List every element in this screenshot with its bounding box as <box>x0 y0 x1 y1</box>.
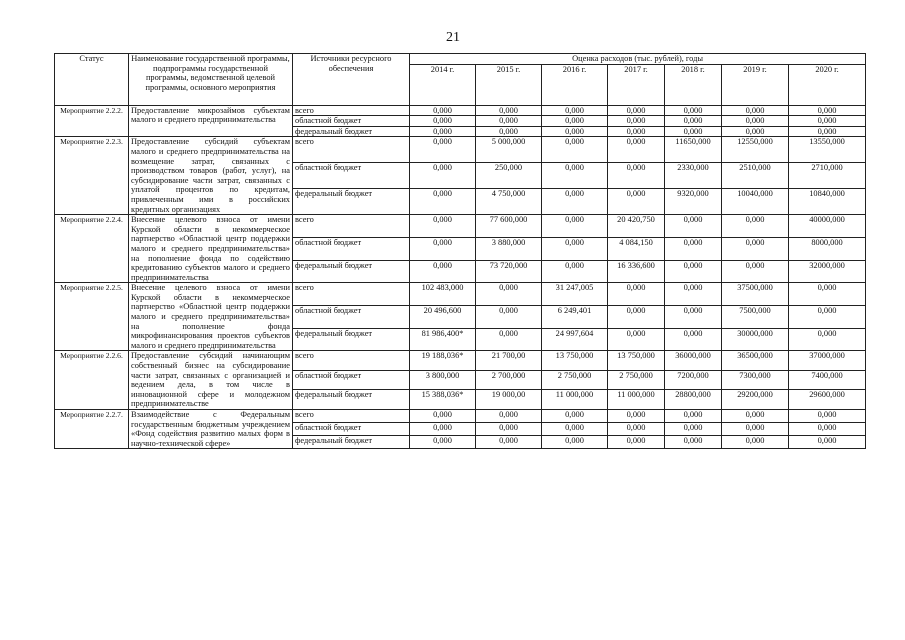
amount-cell: 0,000 <box>542 116 608 127</box>
amount-cell: 2510,000 <box>722 163 789 189</box>
amount-cell: 0,000 <box>542 189 608 215</box>
amount-cell: 0,000 <box>608 283 665 306</box>
page-number: 21 <box>446 30 460 45</box>
amount-cell: 0,000 <box>608 116 665 127</box>
amount-cell: 0,000 <box>410 137 476 163</box>
year-header: 2017 г. <box>608 64 665 105</box>
funding-source: областной бюджет <box>293 423 410 436</box>
amount-cell: 0,000 <box>665 436 722 449</box>
amount-cell: 8000,000 <box>789 237 866 260</box>
amount-cell: 0,000 <box>665 105 722 116</box>
amount-cell: 4 084,150 <box>608 237 665 260</box>
amount-cell: 0,000 <box>665 423 722 436</box>
amount-cell: 4 750,000 <box>476 189 542 215</box>
measure-name: Предоставление субсидий субъектам малого и среднего предпринимательства на возмещение затрат, связанных с производством товаров (работ, услуг), на субсидирование части затрат, связанных с уплатой процентов по кредитам, привлеченным ими в российских кредитных организациях <box>129 137 293 215</box>
amount-cell: 6 249,401 <box>542 306 608 329</box>
amount-cell: 10040,000 <box>722 189 789 215</box>
year-header: 2016 г. <box>542 64 608 105</box>
amount-cell: 0,000 <box>542 126 608 137</box>
measure-status: Мероприятие 2.2.6. <box>55 351 129 410</box>
amount-cell: 0,000 <box>665 237 722 260</box>
amount-cell: 0,000 <box>722 215 789 238</box>
amount-cell: 20 420,750 <box>608 215 665 238</box>
amount-cell: 2 750,000 <box>542 370 608 390</box>
amount-cell: 0,000 <box>410 436 476 449</box>
amount-cell: 0,000 <box>410 410 476 423</box>
measure-name: Внесение целевого взноса от имени Курской области в некоммерческое партнерство «Областной центр поддержки малого и среднего предпринимательства» на пополнение фонда микрофинансирования проектов субъектов малого и среднего предпринимательства <box>129 283 293 351</box>
amount-cell: 0,000 <box>410 163 476 189</box>
funding-source: всего <box>293 410 410 423</box>
amount-cell: 0,000 <box>665 116 722 127</box>
amount-cell: 0,000 <box>665 283 722 306</box>
amount-cell: 0,000 <box>608 410 665 423</box>
measure-name: Предоставление микрозаймов субъектам малого и среднего предпринимательства <box>129 105 293 137</box>
amount-cell: 0,000 <box>410 189 476 215</box>
funding-source: областной бюджет <box>293 370 410 390</box>
amount-cell: 0,000 <box>608 436 665 449</box>
amount-cell: 24 997,604 <box>542 328 608 351</box>
amount-cell: 28800,000 <box>665 390 722 410</box>
amount-cell: 0,000 <box>789 105 866 116</box>
table-row <box>55 105 866 116</box>
year-header: 2015 г. <box>476 64 542 105</box>
amount-cell: 0,000 <box>608 423 665 436</box>
amount-cell: 7300,000 <box>722 370 789 390</box>
amount-cell: 37500,000 <box>722 283 789 306</box>
amount-cell: 0,000 <box>476 328 542 351</box>
measure-name: Предоставление субсидий начинающим собственный бизнес на субсидирование части затрат, связанных с организацией и ведением дела, в том числе в инновационной сфере и молодежном предпринимательстве <box>129 351 293 410</box>
amount-cell: 31 247,005 <box>542 283 608 306</box>
amount-cell: 2 750,000 <box>608 370 665 390</box>
amount-cell: 0,000 <box>722 260 789 283</box>
table-body <box>55 105 866 449</box>
funding-source: областной бюджет <box>293 163 410 189</box>
amount-cell: 0,000 <box>410 423 476 436</box>
amount-cell: 19 000,00 <box>476 390 542 410</box>
amount-cell: 0,000 <box>410 260 476 283</box>
year-header: 2020 г. <box>789 64 866 105</box>
amount-cell: 0,000 <box>476 283 542 306</box>
amount-cell: 0,000 <box>476 105 542 116</box>
amount-cell: 0,000 <box>476 423 542 436</box>
amount-cell: 0,000 <box>608 137 665 163</box>
amount-cell: 0,000 <box>665 215 722 238</box>
amount-cell: 81 986,400* <box>410 328 476 351</box>
amount-cell: 0,000 <box>542 105 608 116</box>
year-header: 2019 г. <box>722 64 789 105</box>
funding-source: всего <box>293 283 410 306</box>
amount-cell: 0,000 <box>542 163 608 189</box>
amount-cell: 73 720,000 <box>476 260 542 283</box>
table-row <box>55 215 866 238</box>
funding-source: федеральный бюджет <box>293 390 410 410</box>
table-row <box>55 351 866 371</box>
amount-cell: 0,000 <box>722 126 789 137</box>
amount-cell: 0,000 <box>789 423 866 436</box>
amount-cell: 0,000 <box>722 105 789 116</box>
amount-cell: 0,000 <box>665 410 722 423</box>
amount-cell: 7200,000 <box>665 370 722 390</box>
amount-cell: 11650,000 <box>665 137 722 163</box>
amount-cell: 30000,000 <box>722 328 789 351</box>
measure-status: Мероприятие 2.2.2. <box>55 105 129 137</box>
amount-cell: 2330,000 <box>665 163 722 189</box>
amount-cell: 0,000 <box>665 306 722 329</box>
amount-cell: 32000,000 <box>789 260 866 283</box>
amount-cell: 12550,000 <box>722 137 789 163</box>
amount-cell: 0,000 <box>789 283 866 306</box>
amount-cell: 0,000 <box>722 436 789 449</box>
amount-cell: 0,000 <box>410 215 476 238</box>
amount-cell: 0,000 <box>665 260 722 283</box>
header-name: Наименование государственной программы, подпрограммы государственной программы, ведомственной целевой программы, основного мероприятия <box>129 54 293 106</box>
amount-cell: 250,000 <box>476 163 542 189</box>
funding-source: всего <box>293 105 410 116</box>
amount-cell: 13 750,000 <box>542 351 608 371</box>
measure-name: Взаимодействие с Федеральным государственным бюджетным учреждением «Фонд содействия развитию малых форм в научно-технической сфере» <box>129 410 293 449</box>
amount-cell: 0,000 <box>722 423 789 436</box>
amount-cell: 3 800,000 <box>410 370 476 390</box>
amount-cell: 0,000 <box>789 116 866 127</box>
amount-cell: 2710,000 <box>789 163 866 189</box>
amount-cell: 5 000,000 <box>476 137 542 163</box>
amount-cell: 0,000 <box>476 306 542 329</box>
amount-cell: 0,000 <box>789 410 866 423</box>
amount-cell: 77 600,000 <box>476 215 542 238</box>
amount-cell: 0,000 <box>476 126 542 137</box>
year-header: 2018 г. <box>665 64 722 105</box>
amount-cell: 0,000 <box>476 436 542 449</box>
amount-cell: 0,000 <box>608 328 665 351</box>
amount-cell: 0,000 <box>608 306 665 329</box>
amount-cell: 11 000,000 <box>608 390 665 410</box>
amount-cell: 102 483,000 <box>410 283 476 306</box>
amount-cell: 2 700,000 <box>476 370 542 390</box>
amount-cell: 0,000 <box>542 423 608 436</box>
amount-cell: 29200,000 <box>722 390 789 410</box>
amount-cell: 11 000,000 <box>542 390 608 410</box>
measure-status: Мероприятие 2.2.7. <box>55 410 129 449</box>
amount-cell: 37000,000 <box>789 351 866 371</box>
measure-status: Мероприятие 2.2.3. <box>55 137 129 215</box>
amount-cell: 29600,000 <box>789 390 866 410</box>
funding-source: федеральный бюджет <box>293 260 410 283</box>
year-header: 2014 г. <box>410 64 476 105</box>
budget-table <box>54 53 866 449</box>
measure-status: Мероприятие 2.2.5. <box>55 283 129 351</box>
amount-cell: 36500,000 <box>722 351 789 371</box>
amount-cell: 13 750,000 <box>608 351 665 371</box>
table-row <box>55 283 866 306</box>
amount-cell: 21 700,00 <box>476 351 542 371</box>
measure-status: Мероприятие 2.2.4. <box>55 215 129 283</box>
amount-cell: 40000,000 <box>789 215 866 238</box>
amount-cell: 0,000 <box>789 306 866 329</box>
amount-cell: 0,000 <box>542 410 608 423</box>
amount-cell: 0,000 <box>476 410 542 423</box>
amount-cell: 0,000 <box>608 126 665 137</box>
funding-source: всего <box>293 215 410 238</box>
amount-cell: 0,000 <box>665 126 722 137</box>
table-row <box>55 137 866 163</box>
header-estimate: Оценка расходов (тыс. рублей), годы <box>410 54 866 65</box>
amount-cell: 10840,000 <box>789 189 866 215</box>
funding-source: федеральный бюджет <box>293 436 410 449</box>
amount-cell: 0,000 <box>542 237 608 260</box>
funding-source: всего <box>293 137 410 163</box>
amount-cell: 0,000 <box>410 237 476 260</box>
amount-cell: 0,000 <box>410 116 476 127</box>
amount-cell: 0,000 <box>608 105 665 116</box>
funding-source: областной бюджет <box>293 306 410 329</box>
funding-source: всего <box>293 351 410 371</box>
amount-cell: 0,000 <box>789 328 866 351</box>
amount-cell: 0,000 <box>542 260 608 283</box>
amount-cell: 9320,000 <box>665 189 722 215</box>
amount-cell: 0,000 <box>789 126 866 137</box>
amount-cell: 13550,000 <box>789 137 866 163</box>
amount-cell: 0,000 <box>608 189 665 215</box>
amount-cell: 7500,000 <box>722 306 789 329</box>
amount-cell: 15 388,036* <box>410 390 476 410</box>
measure-name: Внесение целевого взноса от имени Курской области в некоммерческое партнерство «Областной центр поддержки малого и среднего предпринимательства» на пополнение фонда по содействию кредитованию субъектов малого и среднего предпринимательства <box>129 215 293 283</box>
amount-cell: 0,000 <box>410 105 476 116</box>
amount-cell: 36000,000 <box>665 351 722 371</box>
amount-cell: 16 336,600 <box>608 260 665 283</box>
amount-cell: 0,000 <box>476 116 542 127</box>
amount-cell: 3 880,000 <box>476 237 542 260</box>
amount-cell: 0,000 <box>665 328 722 351</box>
funding-source: федеральный бюджет <box>293 189 410 215</box>
table-row <box>55 410 866 423</box>
amount-cell: 0,000 <box>608 163 665 189</box>
amount-cell: 0,000 <box>722 237 789 260</box>
amount-cell: 0,000 <box>542 215 608 238</box>
funding-source: федеральный бюджет <box>293 126 410 137</box>
amount-cell: 0,000 <box>789 436 866 449</box>
amount-cell: 7400,000 <box>789 370 866 390</box>
amount-cell: 0,000 <box>410 126 476 137</box>
amount-cell: 0,000 <box>542 436 608 449</box>
amount-cell: 0,000 <box>542 137 608 163</box>
funding-source: федеральный бюджет <box>293 328 410 351</box>
header-source: Источники ресурсного обеспечения <box>293 54 410 106</box>
funding-source: областной бюджет <box>293 237 410 260</box>
amount-cell: 20 496,600 <box>410 306 476 329</box>
funding-source: областной бюджет <box>293 116 410 127</box>
amount-cell: 0,000 <box>722 410 789 423</box>
amount-cell: 0,000 <box>722 116 789 127</box>
amount-cell: 19 188,036* <box>410 351 476 371</box>
header-status: Статус <box>55 54 129 106</box>
